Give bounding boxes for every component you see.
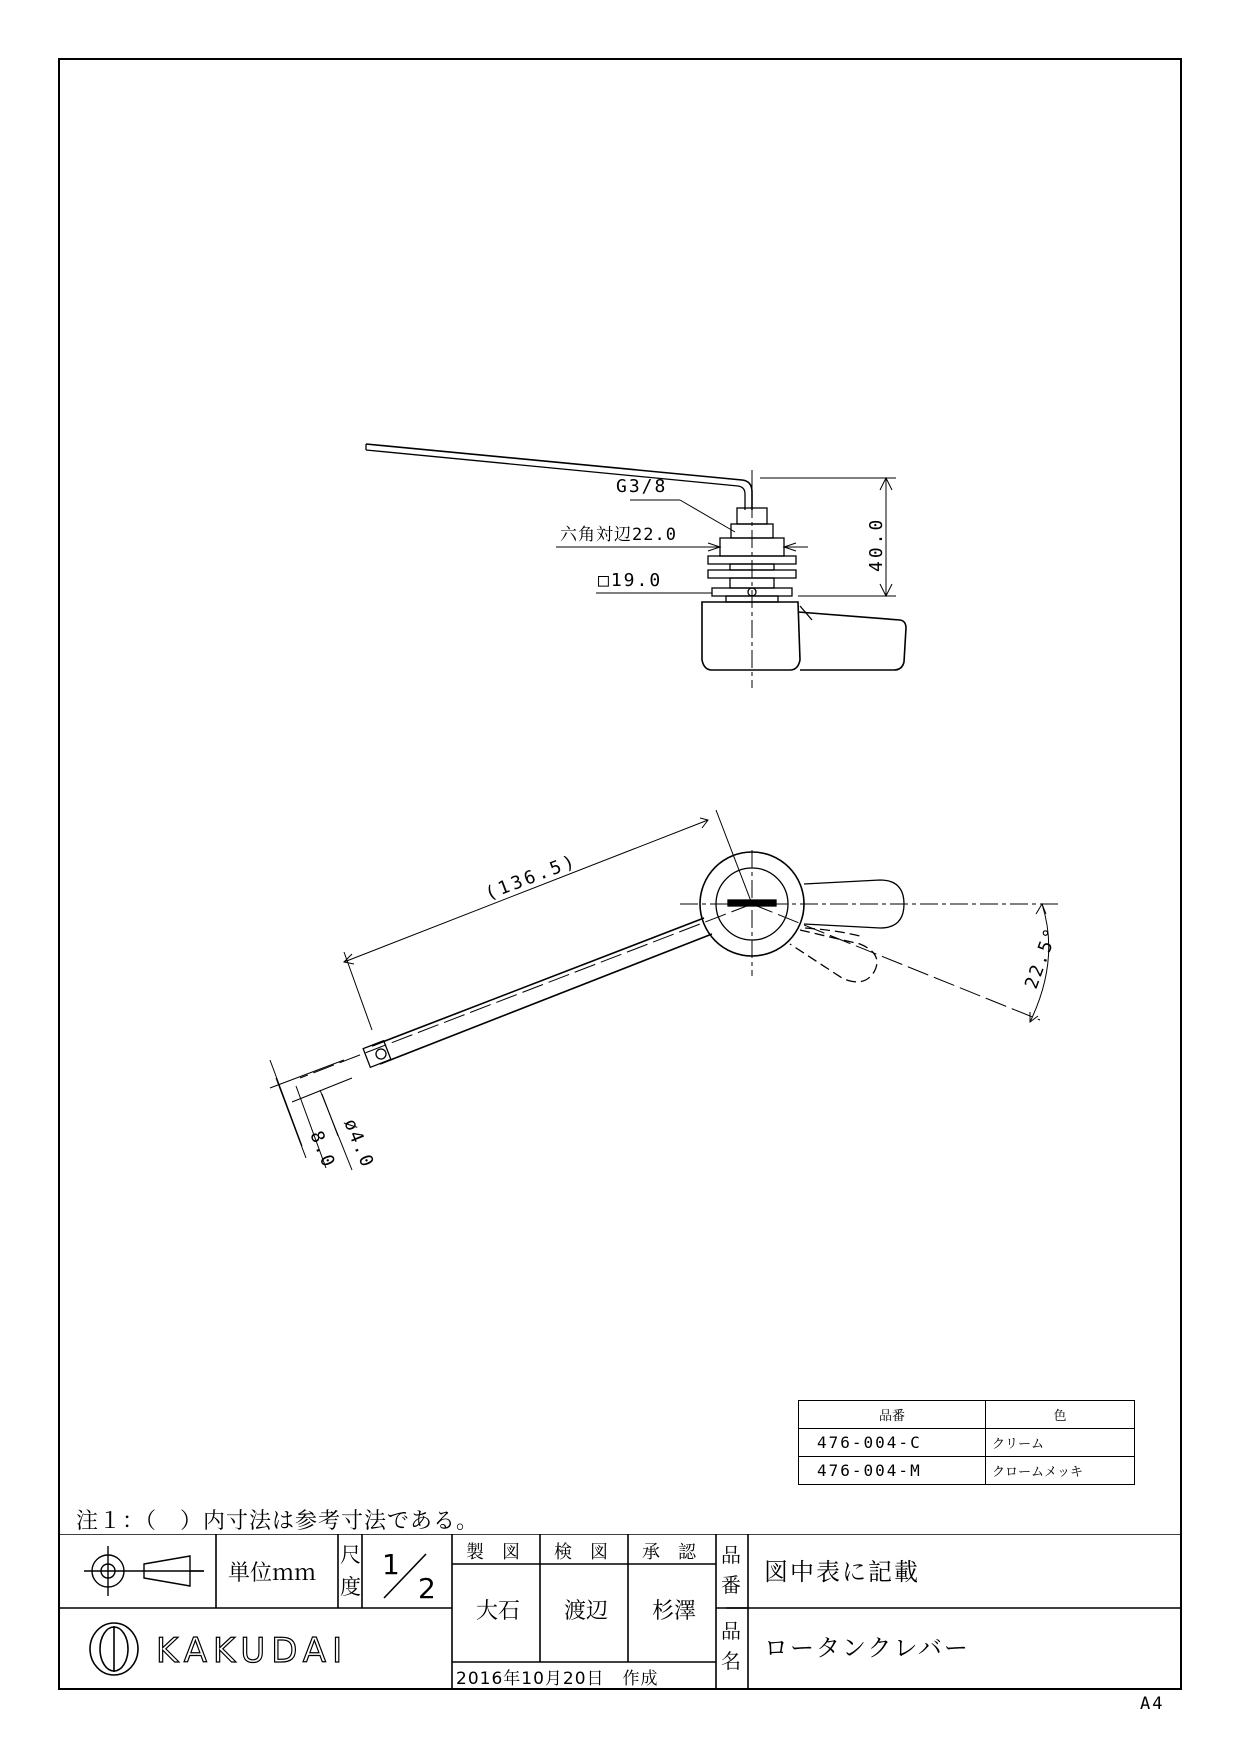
product-name: ロータンクレバー	[764, 1634, 970, 1662]
checked-label: 検 図	[554, 1542, 608, 1563]
top-view	[270, 810, 1060, 1170]
table-row	[799, 1429, 1135, 1457]
scale-numerator: 1	[382, 1548, 400, 1581]
approved-by: 杉澤	[652, 1599, 697, 1624]
projection-symbol-icon	[84, 1546, 204, 1596]
dim-square: □19.0	[598, 570, 663, 591]
drawn-label: 製 図	[466, 1542, 520, 1563]
checked-by: 渡辺	[564, 1599, 609, 1624]
parts-table	[798, 1400, 1135, 1485]
part-no-label-bottom: 番	[721, 1573, 741, 1597]
approved-label: 承 認	[642, 1542, 696, 1563]
parts-header-color: 色	[986, 1401, 1135, 1429]
parts-header-part-no: 品番	[799, 1401, 986, 1429]
part-no-label-top: 品	[721, 1543, 741, 1567]
title-block	[58, 1534, 1182, 1690]
dim-end-width: 8.0	[305, 1128, 340, 1172]
unit-label: 単位ｍｍ	[228, 1561, 317, 1586]
page-size-label: A4	[1140, 1694, 1165, 1714]
scale-label-top: 尺	[340, 1543, 361, 1567]
scale-denominator: 2	[418, 1572, 436, 1605]
drawn-by: 大石	[476, 1599, 521, 1624]
part-no-cell: 476-004-C	[799, 1429, 986, 1457]
name-label-bottom: 名	[721, 1649, 741, 1673]
dimension-note: 注１：（ ）内寸法は参考寸法である。	[76, 1509, 480, 1534]
company-name: KAKUDAI	[156, 1631, 349, 1671]
color-cell: クロームメッキ	[986, 1457, 1135, 1485]
dim-height: 40.0	[866, 516, 887, 572]
scale-label-bottom: 度	[340, 1575, 361, 1599]
dim-angle: 22.5°	[1020, 924, 1063, 992]
dim-hex: 六角対辺22.0	[560, 525, 677, 545]
part-no-value: 図中表に記載	[764, 1558, 920, 1586]
dim-thread: G3/8	[616, 476, 668, 497]
part-no-cell: 476-004-M	[799, 1457, 986, 1485]
color-cell: クリーム	[986, 1429, 1135, 1457]
name-label-top: 品	[721, 1619, 741, 1643]
table-row	[799, 1457, 1135, 1485]
dim-rod-diameter: ø4.0	[339, 1116, 379, 1172]
dim-lever-length: (136.5)	[482, 850, 581, 905]
drawing-date: 2016年10月20日 作成	[456, 1669, 659, 1689]
kakudai-logo-icon	[90, 1623, 138, 1675]
